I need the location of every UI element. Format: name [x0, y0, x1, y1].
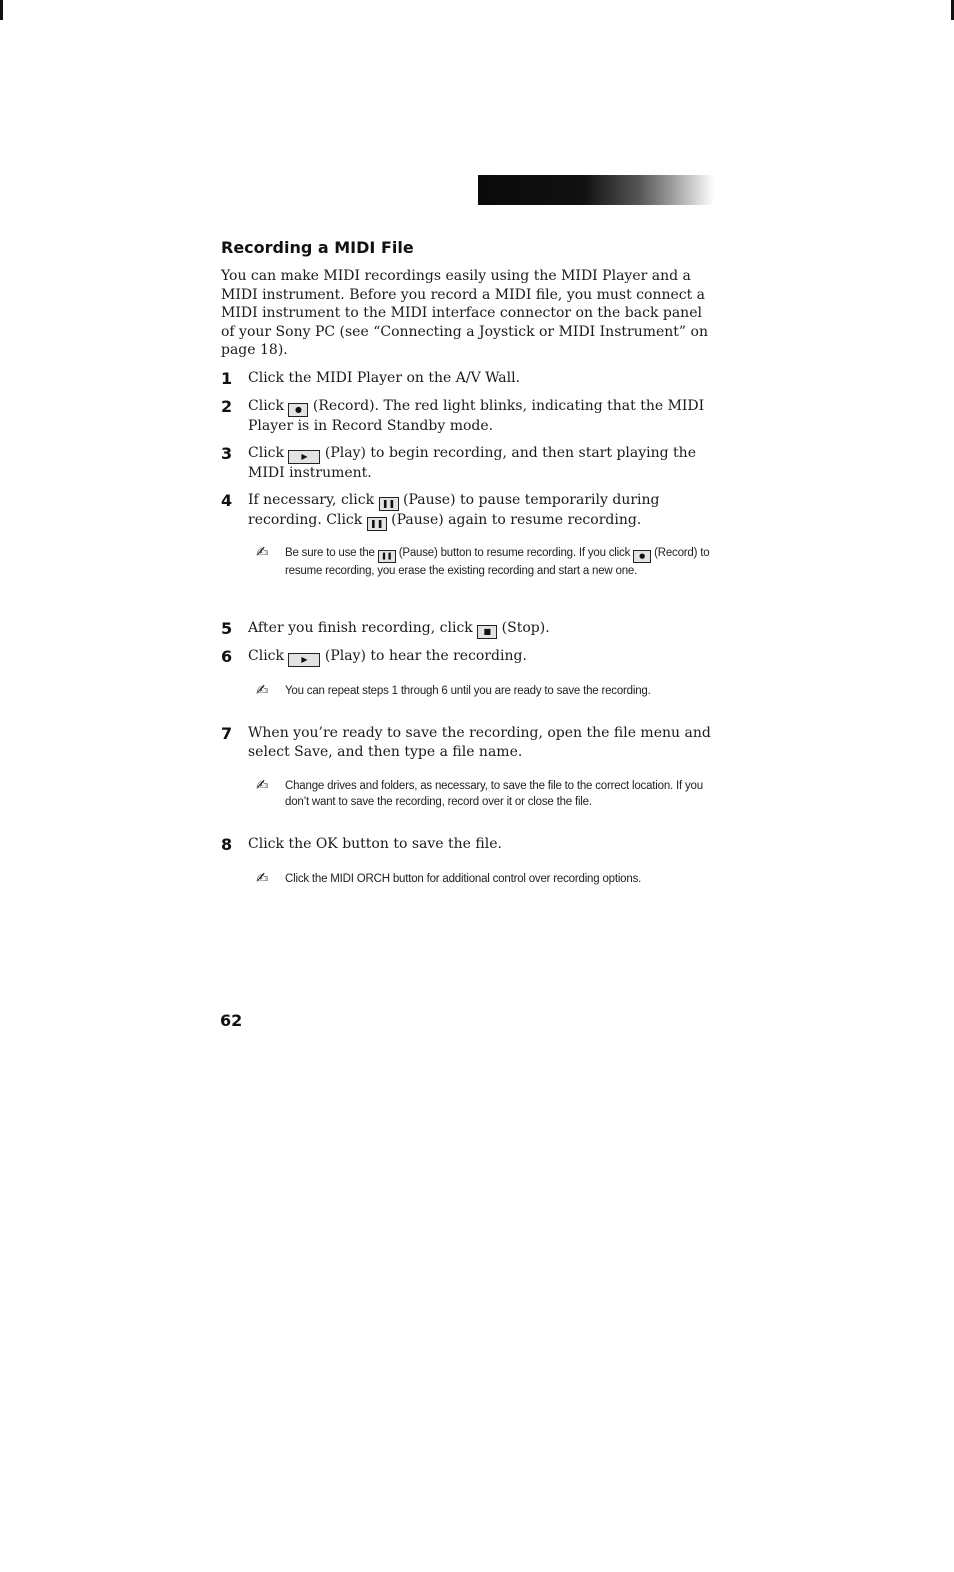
step-text: Click ▶ (Play) to hear the recording. [248, 647, 728, 667]
section-heading: Recording a MIDI File [221, 238, 414, 257]
play-icon: ▶ [288, 450, 320, 464]
step-text: When you’re ready to save the recording, open the file menu and select Save, and then type a file name. [248, 725, 711, 760]
step-text: Click the MIDI Player on the A/V Wall. [248, 370, 521, 386]
note-pencil-icon: ✍ [256, 869, 269, 887]
note-text: You can repeat steps 1 through 6 until you are ready to save the recording. [285, 685, 651, 697]
step-number: 7 [221, 724, 233, 743]
note-pencil-icon: ✍ [256, 681, 269, 699]
play-icon: ▶ [288, 653, 320, 667]
page-number: 62 [220, 1011, 243, 1030]
pause-icon: ❚❚ [367, 517, 387, 531]
step-number: 2 [221, 397, 233, 416]
step-text: Click ● (Record). The red light blinks, indicating that the MIDI Player is in Record Standby mode. [248, 398, 705, 434]
step-text: Click the OK button to save the file. [248, 836, 502, 852]
record-icon: ● [288, 403, 308, 417]
note-text: Be sure to use the ❚❚ (Pause) button to resume recording. If you click ● (Record) to resume recording, you erase the existing recording and start a new one. [285, 547, 710, 577]
step-text: If necessary, click ❚❚ (Pause) to pause temporarily during recording. Click ❚❚ (Pause) again to resume recording. [248, 491, 728, 531]
step-number: 3 [221, 444, 233, 463]
note-text: Change drives and folders, as necessary, to save the file to the correct location. If you don’t want to save the recording, record over it or close the file. [285, 780, 703, 808]
step-number: 6 [221, 647, 233, 666]
note-pencil-icon: ✍ [256, 543, 269, 561]
step-number: 4 [221, 491, 233, 510]
step-text: Click ▶ (Play) to begin recording, and then start playing the MIDI instrument. [248, 445, 696, 481]
step-text: After you finish recording, click ■ (Stop). [248, 619, 728, 639]
chapter-header-bar [478, 175, 714, 205]
step-number: 5 [221, 619, 233, 638]
note-pencil-icon: ✍ [256, 776, 269, 794]
scan-edge-mark-left [0, 0, 3, 20]
pause-icon: ❚❚ [378, 550, 396, 563]
step-number: 8 [221, 835, 233, 854]
stop-icon: ■ [477, 625, 497, 639]
record-icon: ● [633, 550, 651, 563]
note-text: Click the MIDI ORCH button for additional control over recording options. [285, 873, 642, 885]
pause-icon: ❚❚ [379, 497, 399, 511]
step-number: 1 [221, 369, 233, 388]
intro-paragraph: You can make MIDI recordings easily using the MIDI Player and a MIDI instrument. Before you record a MIDI file, you must connect a MIDI instrument to the MIDI interface connector on the back panel of your Sony PC (see “Connecting a Joystick or MIDI Instrument” on page 18). [221, 268, 708, 358]
